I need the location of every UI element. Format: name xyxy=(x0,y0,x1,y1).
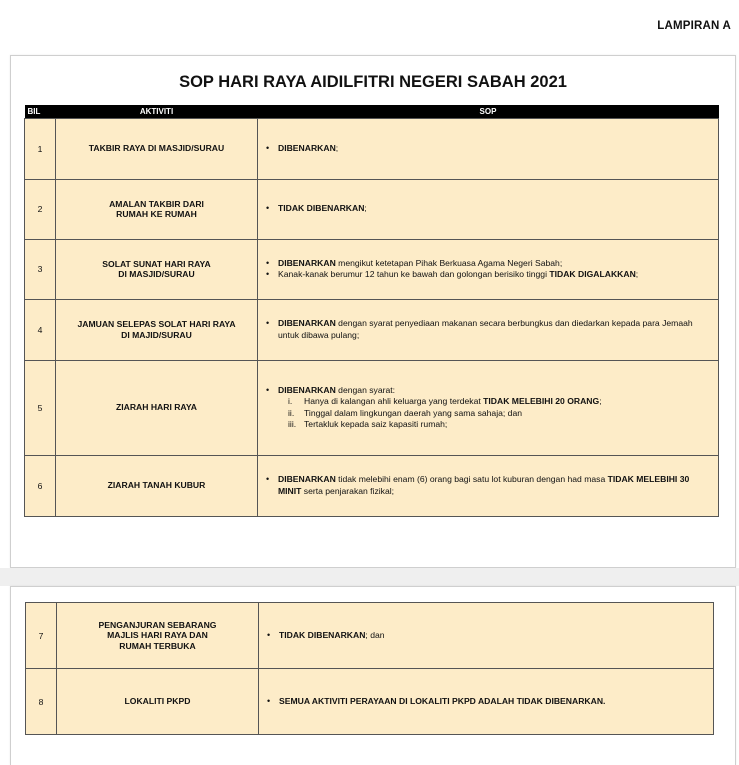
table-row xyxy=(25,360,719,455)
activity-cell: PENGANJURAN SEBARANG MAJLIS HARI RAYA DAN RUMAH TERBUKA xyxy=(57,603,259,669)
sop-item: • SEMUA AKTIVITI PERAYAAN DI LOKALITI PKPD ADALAH TIDAK DIBENARKAN. xyxy=(265,696,705,707)
sop-table xyxy=(24,105,719,517)
row-number: 4 xyxy=(25,299,56,360)
sop-cell xyxy=(258,179,719,239)
sop-cell xyxy=(258,299,719,360)
activity-cell: ZIARAH HARI RAYA xyxy=(56,360,258,455)
activity-cell: TAKBIR RAYA DI MASJID/SURAU xyxy=(56,118,258,179)
row-number: 8 xyxy=(26,669,57,735)
activity-cell: SOLAT SUNAT HARI RAYA DI MASJID/SURAU xyxy=(56,239,258,299)
sop-item: • DIBENARKAN dengan syarat penyediaan makanan secara berbungkus dan diedarkan kepada para Jemaah untuk dibawa pulang; xyxy=(264,318,710,340)
header-sop: SOP xyxy=(258,105,719,118)
sub-list xyxy=(288,396,710,430)
table-row xyxy=(26,669,714,735)
row-number: 2 xyxy=(25,179,56,239)
sop-item: • TIDAK DIBENARKAN; xyxy=(264,203,710,214)
table-row xyxy=(25,455,719,516)
sop-table-continued xyxy=(25,602,714,735)
header-bil: BIL xyxy=(25,105,56,118)
row-number: 7 xyxy=(26,603,57,669)
sop-item: • DIBENARKAN mengikut ketetapan Pihak Berkuasa Agama Negeri Sabah; xyxy=(264,258,710,269)
table-row xyxy=(25,179,719,239)
row-number: 5 xyxy=(25,360,56,455)
table-row xyxy=(25,299,719,360)
row-number: 3 xyxy=(25,239,56,299)
table-row xyxy=(26,603,714,669)
sub-item: iii. Tertakluk kepada saiz kapasiti rumah; xyxy=(288,418,448,429)
document-page-1 xyxy=(10,55,736,568)
sop-cell xyxy=(259,603,714,669)
document-title: SOP HARI RAYA AIDILFITRI NEGERI SABAH 2021 xyxy=(179,73,567,91)
sop-item: • TIDAK DIBENARKAN; dan xyxy=(265,630,705,641)
sop-cell xyxy=(258,239,719,299)
sop-item: • DIBENARKAN; xyxy=(264,143,710,154)
page-gutter xyxy=(0,568,739,586)
sub-item: ii. Tinggal dalam lingkungan daerah yang sama sahaja; dan xyxy=(288,407,523,418)
sop-cell xyxy=(258,118,719,179)
row-number: 6 xyxy=(25,455,56,516)
sop-item: • DIBENARKAN dengan syarat: i. Hanya di kalangan ahli keluarga yang terdekat TIDAK MELEBIHI 20 ORANG; ii. Tinggal dalam lingkungan daerah yang sama sahaja; dan iii. Tertakluk kepada saiz kapasiti rumah; xyxy=(264,385,710,430)
sop-cell xyxy=(259,669,714,735)
activity-cell: LOKALITI PKPD xyxy=(57,669,259,735)
sop-cell xyxy=(258,455,719,516)
sop-item: • DIBENARKAN tidak melebihi enam (6) orang bagi satu lot kuburan dengan had masa TIDAK MELEBIHI 30 MINIT serta penjarakan fizikal; xyxy=(264,474,710,496)
header-aktiviti: AKTIVITI xyxy=(56,105,258,118)
activity-cell: JAMUAN SELEPAS SOLAT HARI RAYA DI MAJID/SURAU xyxy=(56,299,258,360)
annex-label: LAMPIRAN A xyxy=(657,20,731,32)
activity-cell: ZIARAH TANAH KUBUR xyxy=(56,455,258,516)
activity-cell: AMALAN TAKBIR DARI RUMAH KE RUMAH xyxy=(56,179,258,239)
sop-item: • Kanak-kanak berumur 12 tahun ke bawah dan golongan berisiko tinggi TIDAK DIGALAKKAN; xyxy=(264,269,710,280)
document-page-2 xyxy=(10,586,736,765)
sop-cell xyxy=(258,360,719,455)
table-header-row xyxy=(25,105,719,118)
sub-item: i. Hanya di kalangan ahli keluarga yang terdekat TIDAK MELEBIHI 20 ORANG; xyxy=(288,396,602,407)
table-row xyxy=(25,118,719,179)
table-row xyxy=(25,239,719,299)
row-number: 1 xyxy=(25,118,56,179)
